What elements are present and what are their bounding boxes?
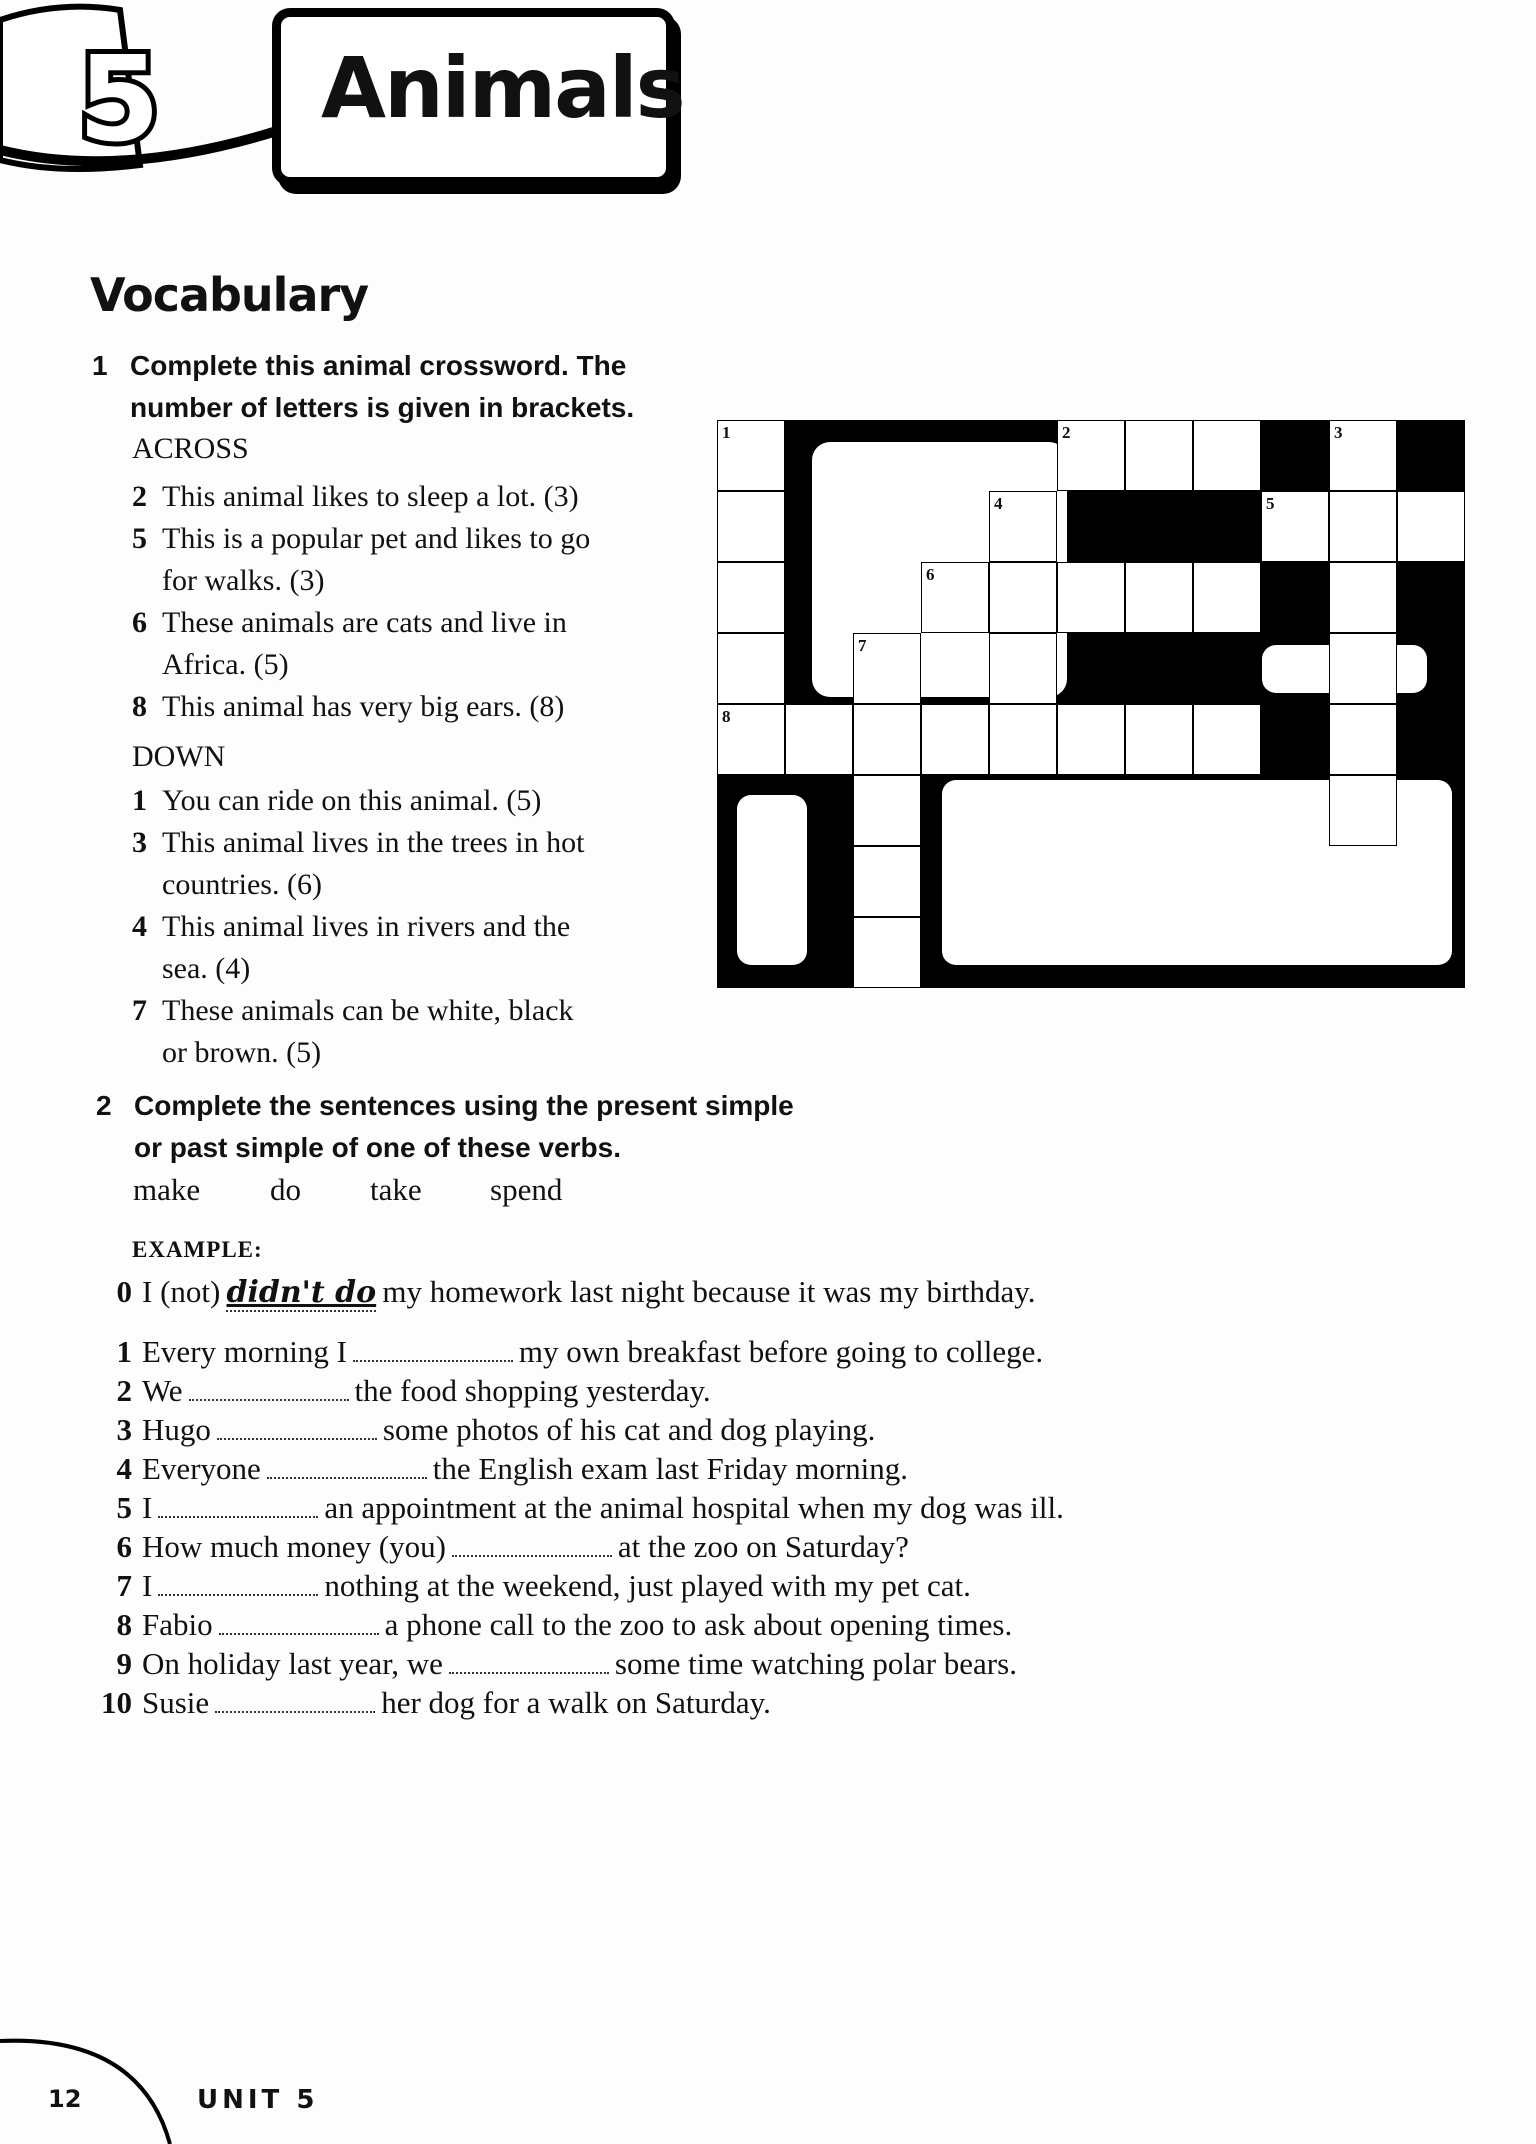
crossword-cell[interactable] (989, 491, 1057, 562)
sentence-end: my own breakfast before going to college. (518, 1334, 1044, 1369)
sentence-start: Fabio (142, 1607, 213, 1642)
clue-text: You can ride on this animal. (5) (162, 784, 542, 817)
answer-blank[interactable] (267, 1455, 427, 1479)
clue-text: sea. (4) (162, 952, 251, 985)
crossword-cell[interactable] (1125, 420, 1193, 491)
clue-text: or brown. (5) (162, 1036, 322, 1069)
item-number: 9 (116, 1646, 132, 1681)
crossword-cell[interactable] (853, 633, 921, 704)
clue-text: These animals can be white, black (162, 994, 574, 1027)
cell-number: 1 (722, 423, 731, 442)
cell-number: 4 (994, 494, 1003, 513)
item-number: 7 (116, 1568, 132, 1603)
clue-across-2 (132, 476, 652, 518)
sentence-start: How much money (you) (142, 1529, 446, 1564)
clue-number: 4 (132, 910, 147, 943)
cell-number: 3 (1334, 423, 1343, 442)
crossword-cell[interactable] (1329, 491, 1397, 562)
item-number: 8 (116, 1607, 132, 1642)
crossword-cell[interactable] (1057, 704, 1125, 775)
unit-number: 5 (78, 30, 157, 168)
item-number: 2 (116, 1373, 132, 1408)
answer-blank[interactable] (449, 1650, 609, 1674)
example-answer: didn't do (226, 1275, 377, 1310)
crossword-cell[interactable] (1329, 562, 1397, 633)
clue-text: These animals are cats and live in (162, 606, 567, 639)
sentence-end: some time watching polar bears. (614, 1646, 1017, 1681)
sentence-item (96, 1410, 1064, 1449)
clue-down-1 (132, 780, 652, 822)
sentence-start: Susie (142, 1685, 210, 1720)
crossword-cell[interactable] (785, 704, 853, 775)
exercise-1-number: 1 (92, 350, 108, 381)
crossword-cell[interactable] (1193, 704, 1261, 775)
instruction-line: Complete the sentences using the present simple (134, 1090, 794, 1121)
instruction-line: Complete this animal crossword. The (130, 350, 627, 381)
unit-banner (0, 0, 280, 175)
sentence-end: at the zoo on Saturday? (617, 1529, 909, 1564)
unit-label: UNIT 5 (197, 2085, 319, 2115)
crossword-cell[interactable] (717, 491, 785, 562)
crossword-grid (717, 420, 1465, 988)
answer-blank[interactable] (158, 1572, 318, 1596)
sentence-item (96, 1566, 1064, 1605)
clue-across-6 (132, 602, 652, 686)
crossword-cell[interactable] (921, 562, 989, 633)
footer-curve (0, 2035, 200, 2144)
sentence-end: an appointment at the animal hospital when my dog was ill. (324, 1490, 1064, 1525)
crossword-cell[interactable] (1329, 633, 1397, 704)
verb-do: do (270, 1172, 301, 1207)
sentence-end: a phone call to the zoo to ask about opening times. (384, 1607, 1013, 1642)
verb-spend: spend (490, 1172, 563, 1207)
crossword-cell[interactable] (717, 633, 785, 704)
crossword-cell[interactable] (1329, 420, 1397, 491)
section-heading: Vocabulary (90, 268, 369, 322)
sentence-start: I (142, 1568, 153, 1603)
item-number: 5 (116, 1490, 132, 1525)
crossword-cell[interactable] (1193, 562, 1261, 633)
clue-text: for walks. (3) (162, 564, 325, 597)
instruction-line: or past simple of one of these verbs. (134, 1132, 622, 1163)
clue-down-7 (132, 990, 652, 1074)
clue-text: Africa. (5) (162, 648, 289, 681)
item-number: 0 (116, 1274, 132, 1309)
cell-number: 6 (926, 565, 935, 584)
page-number: 12 (48, 2085, 82, 2113)
clue-down-4 (132, 906, 652, 990)
cell-number: 8 (722, 707, 731, 726)
sentence-item (96, 1605, 1064, 1644)
clue-down-3 (132, 822, 652, 906)
crossword-cell[interactable] (717, 562, 785, 633)
answer-blank[interactable] (452, 1533, 612, 1557)
cell-number: 7 (858, 636, 867, 655)
crossword-cell[interactable] (1329, 775, 1397, 846)
sentence-start: Everyone (142, 1451, 261, 1486)
crossword-cell[interactable] (853, 775, 921, 846)
cell-number: 5 (1266, 494, 1275, 513)
crossword-cell[interactable] (1193, 420, 1261, 491)
sentence-start: Hugo (142, 1412, 211, 1447)
sentence-item (96, 1644, 1064, 1683)
crossword-cell[interactable] (853, 846, 921, 917)
across-heading: ACROSS (132, 432, 249, 465)
answer-blank[interactable] (217, 1416, 377, 1440)
sentence-start: I (142, 1490, 153, 1525)
example-sentence (96, 1272, 1036, 1312)
clue-number: 6 (132, 606, 147, 639)
clue-number: 8 (132, 690, 147, 723)
sentence-end: some photos of his cat and dog playing. (382, 1412, 876, 1447)
sentence-start: Every morning I (142, 1334, 347, 1369)
verb-make: make (133, 1172, 201, 1207)
answer-blank[interactable] (189, 1377, 349, 1401)
clue-across-5 (132, 518, 652, 602)
sentence-item (96, 1332, 1064, 1371)
item-number: 1 (116, 1334, 132, 1369)
sentence-item (96, 1683, 1064, 1722)
crossword-cell[interactable] (717, 420, 785, 491)
crossword-cell[interactable] (1329, 704, 1397, 775)
example-label: EXAMPLE: (132, 1237, 263, 1262)
sentence-end: the food shopping yesterday. (354, 1373, 711, 1408)
sentence-end: nothing at the weekend, just played with my pet cat. (324, 1568, 971, 1603)
exercise-2-number: 2 (96, 1090, 112, 1121)
item-number: 4 (116, 1451, 132, 1486)
clue-text: This is a popular pet and likes to go (162, 522, 591, 555)
item-number: 10 (101, 1685, 132, 1720)
answer-blank[interactable] (353, 1338, 513, 1362)
crossword-cell[interactable] (1397, 491, 1465, 562)
clue-list (132, 432, 652, 1074)
clue-number: 2 (132, 480, 147, 513)
cell-number: 2 (1062, 423, 1071, 442)
sentence-list (96, 1332, 1064, 1722)
item-number: 3 (116, 1412, 132, 1447)
clue-text: countries. (6) (162, 868, 322, 901)
crossword-cell[interactable] (853, 704, 921, 775)
sentence-end: the English exam last Friday morning. (432, 1451, 909, 1486)
sentence-start: We (142, 1373, 183, 1408)
crossword-cell[interactable] (989, 704, 1057, 775)
sentence-item (96, 1371, 1064, 1410)
grid-background-block (737, 795, 807, 965)
sentence-start: I (not) (142, 1274, 221, 1309)
clue-number: 7 (132, 994, 147, 1027)
exercise-1-instruction (130, 345, 634, 429)
answer-blank[interactable] (158, 1494, 318, 1518)
exercise-2-instruction (134, 1085, 794, 1169)
clue-text: This animal has very big ears. (8) (162, 690, 565, 723)
answer-blank[interactable] (215, 1689, 375, 1713)
clue-number: 1 (132, 784, 147, 817)
clue-number: 3 (132, 826, 147, 859)
crossword-cell[interactable] (1125, 562, 1193, 633)
unit-title: Animals (321, 39, 684, 137)
crossword-cell[interactable] (1125, 704, 1193, 775)
crossword-cell[interactable] (1057, 562, 1125, 633)
sentence-item (96, 1488, 1064, 1527)
sentence-item (96, 1449, 1064, 1488)
clue-text: This animal lives in the trees in hot (162, 826, 585, 859)
verb-take: take (370, 1172, 422, 1207)
sentence-start: On holiday last year, we (142, 1646, 443, 1681)
clue-across-8 (132, 686, 652, 728)
crossword-cell[interactable] (989, 633, 1057, 704)
crossword-cell[interactable] (717, 704, 785, 775)
clue-number: 5 (132, 522, 147, 555)
down-heading: DOWN (132, 740, 226, 773)
answer-blank[interactable] (219, 1611, 379, 1635)
crossword-cell[interactable] (1261, 491, 1329, 562)
instruction-line: number of letters is given in brackets. (130, 392, 635, 423)
clue-text: This animal lives in rivers and the (162, 910, 571, 943)
crossword-cell[interactable] (921, 704, 989, 775)
sentence-end: my homework last night because it was my birthday. (382, 1274, 1036, 1309)
crossword-cell[interactable] (989, 562, 1057, 633)
sentence-item (96, 1527, 1064, 1566)
item-number: 6 (116, 1529, 132, 1564)
crossword-cell[interactable] (1057, 420, 1125, 491)
crossword-cell[interactable] (853, 917, 921, 988)
sentence-end: her dog for a walk on Saturday. (381, 1685, 771, 1720)
clue-text: This animal likes to sleep a lot. (3) (162, 480, 579, 513)
unit-title-box (272, 8, 684, 186)
